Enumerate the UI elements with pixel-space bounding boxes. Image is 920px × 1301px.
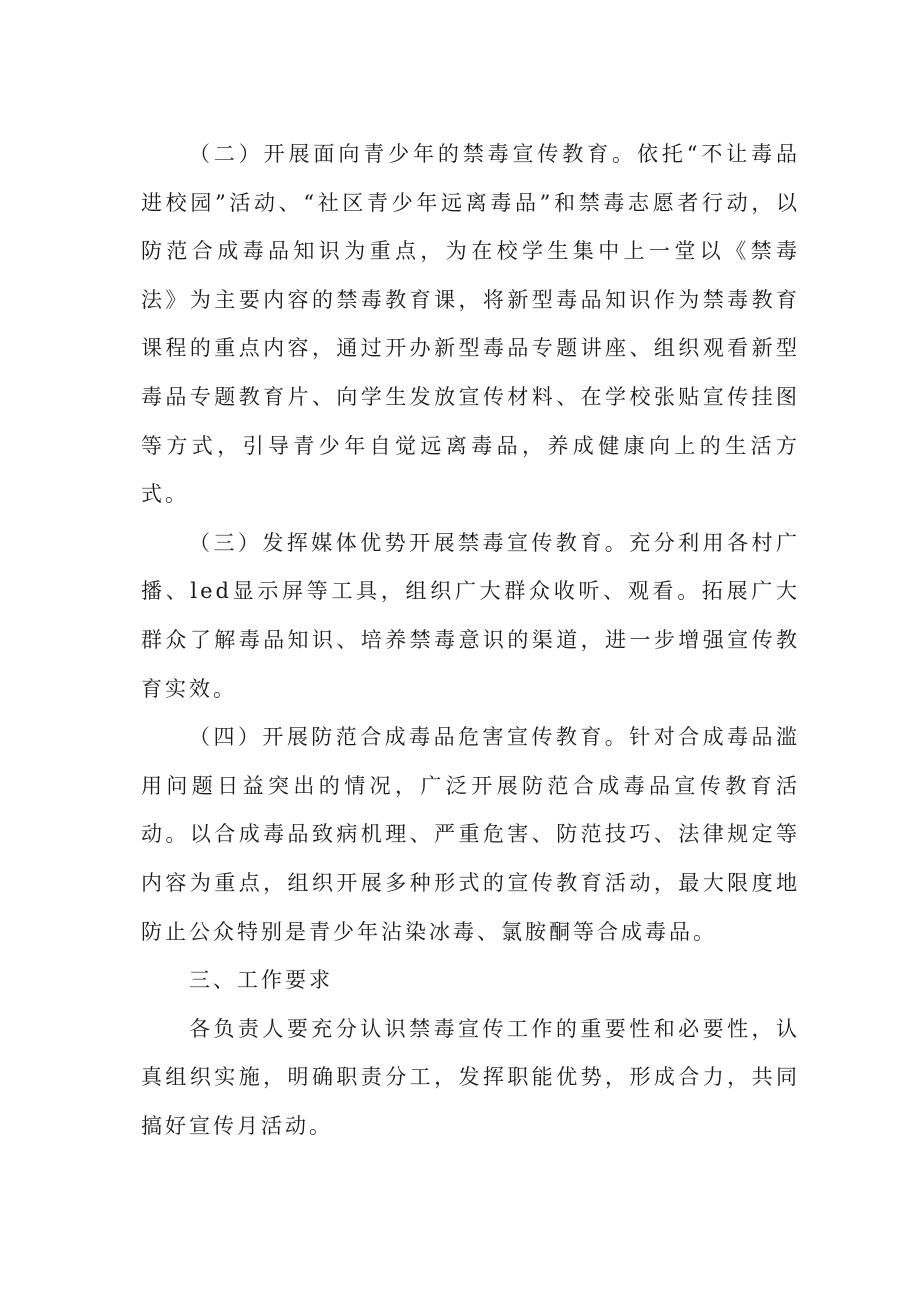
paragraph-media-education: （三）发挥媒体优势开展禁毒宣传教育。充分利用各村广播、led显示屏等工具，组织广大群众收听、观看。拓展广大群众了解毒品知识、培养禁毒意识的渠道，进一步增强宣传教育实效。 <box>141 530 800 701</box>
paragraph-youth-education: （二）开展面向青少年的禁毒宣传教育。依托“不让毒品进校园”活动、“社区青少年远离毒品”和禁毒志愿者行动，以防范合成毒品知识为重点，为在校学生集中上一堂以《禁毒法》为主要内容的禁毒教育课，将新型毒品知识作为禁毒教育课程的重点内容，通过开办新型毒品专题讲座、组织观看新型毒品专题教育片、向学生发放宣传材料、在学校张贴宣传挂图等方式，引导青少年自觉远离毒品，养成健康向上的生活方式。 <box>141 142 800 507</box>
paragraph-closing: 各负责人要充分认识禁毒宣传工作的重要性和必要性，认真组织实施，明确职责分工，发挥职能优势，形成合力，共同搞好宣传月活动。 <box>141 1016 800 1138</box>
paragraph-synthetic-drug-education: （四）开展防范合成毒品危害宣传教育。针对合成毒品滥用问题日益突出的情况，广泛开展防范合成毒品宣传教育活动。以合成毒品致病机理、严重危害、防范技巧、法律规定等内容为重点，组织开展多种形式的宣传教育活动，最大限度地防止公众特别是青少年沾染冰毒、氯胺酮等合成毒品。 <box>141 725 800 944</box>
section-heading-work-requirements: 三、工作要求 <box>189 968 333 993</box>
